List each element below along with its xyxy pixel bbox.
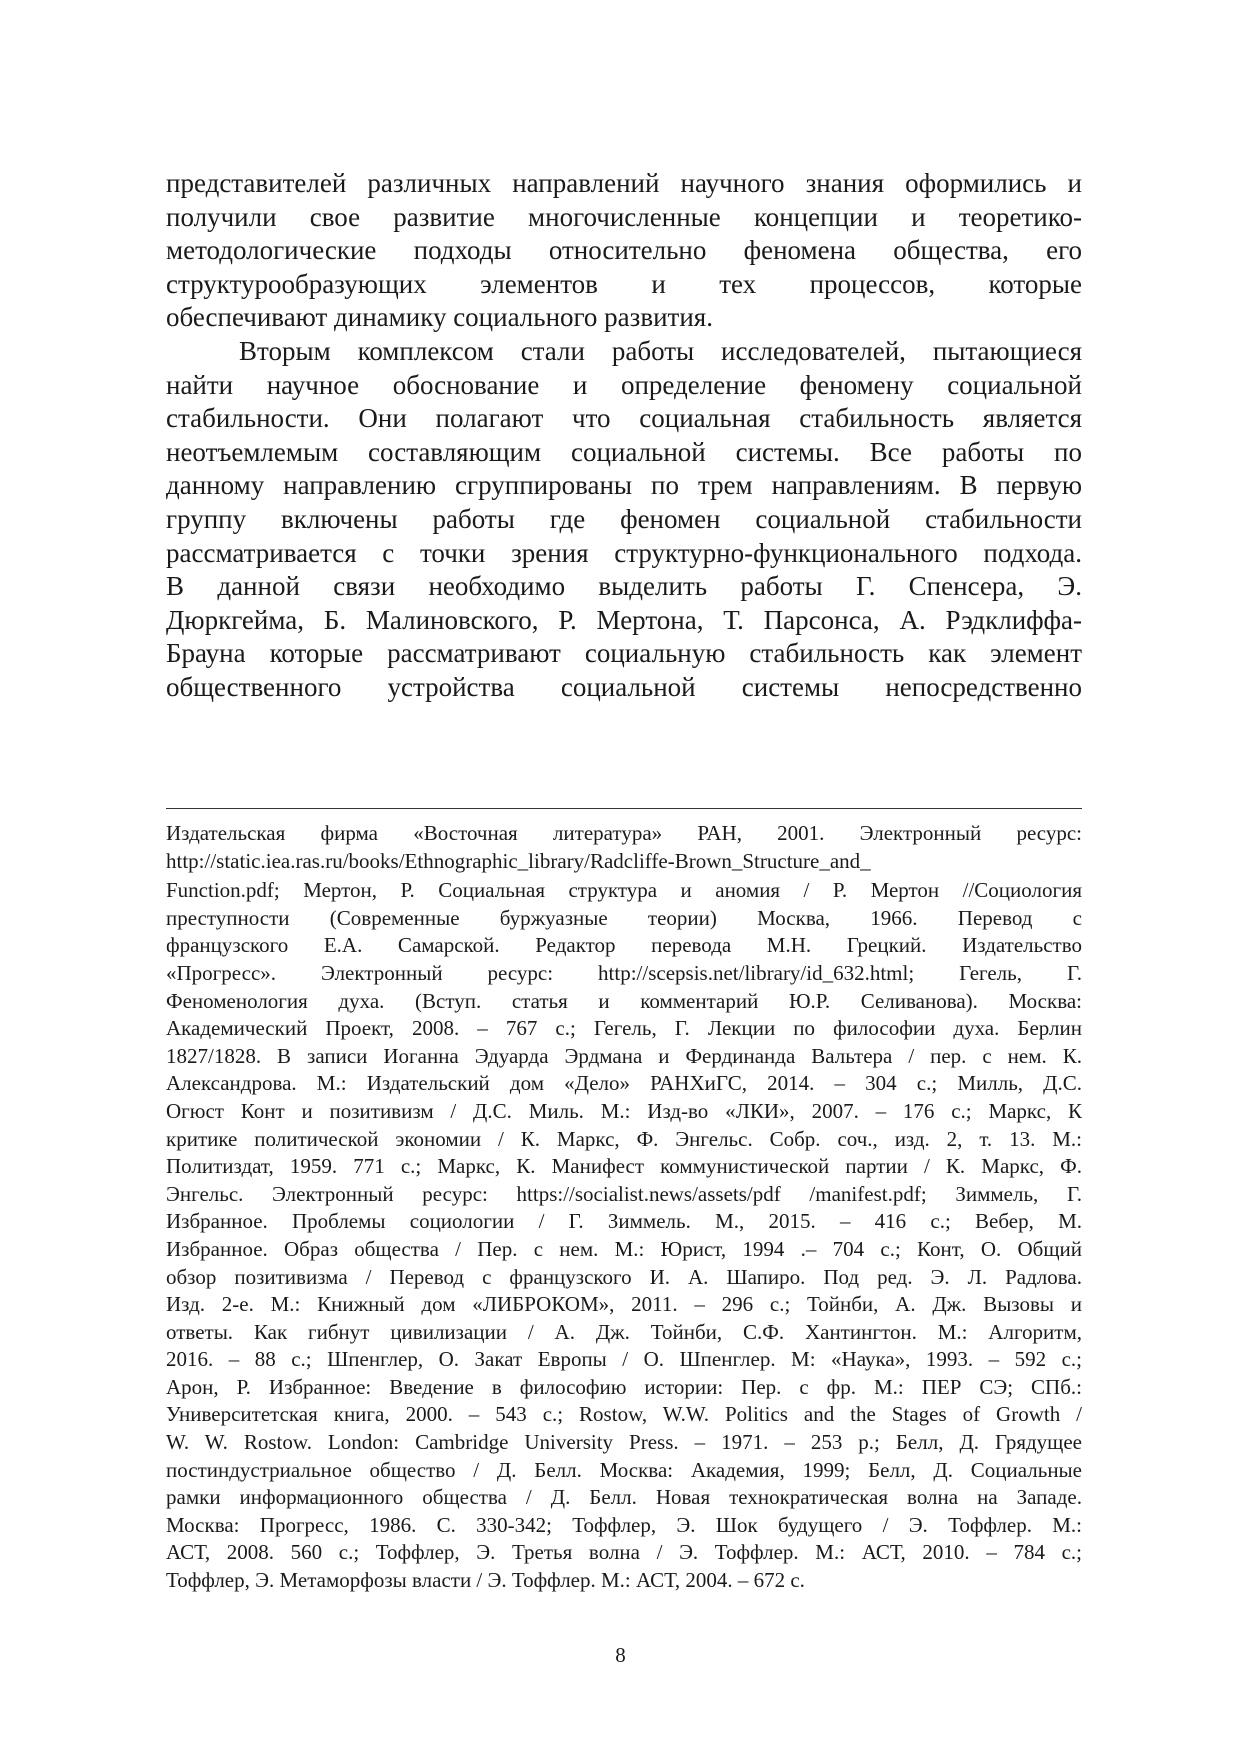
text-line: структурообразующих элементов и тех процессов, которые — [166, 268, 1082, 299]
footnote-line: Москва: Прогресс, 1986. С. 330-342; Тоффлер, Э. Шок будущего / Э. Тоффлер. М.: — [166, 1512, 1082, 1537]
text-line: стабильности. Они полагают что социальная стабильность является — [166, 403, 1082, 434]
footnote-line: Политиздат, 1959. 771 с.; Маркс, К. Манифест коммунистической партии / К. Маркс, Ф. — [166, 1154, 1082, 1179]
text-line: данному направлению сгруппированы по трем направлениям. В первую — [166, 470, 1082, 501]
text-line: Дюркгейма, Б. Малиновского, Р. Мертона, Т. Парсонса, А. Рэдклиффа- — [166, 604, 1082, 635]
footnote-line: http://static.iea.ras.ru/books/Ethnographic_library/Radcliffe-Brown_Structure_and_ — [166, 848, 871, 873]
footnote-line: Изд. 2-е. М.: Книжный дом «ЛИБРОКОМ», 2011. – 296 с.; Тойнби, А. Дж. Вызовы и — [166, 1292, 1082, 1317]
text-line: рассматривается с точки зрения структурно-функционального подхода. — [166, 537, 1082, 568]
footnote-line: Тоффлер, Э. Метаморфозы власти / Э. Тоффлер. М.: АСТ, 2004. – 672 с. — [166, 1568, 805, 1593]
text-line: группу включены работы где феномен социальной стабильности — [166, 503, 1082, 534]
footnote-line: рамки информационного общества / Д. Белл. Новая технократическая волна на Западе. — [166, 1485, 1082, 1510]
footnote-line: ответы. Как гибнут цивилизации / А. Дж. Тойнби, С.Ф. Хантингтон. М.: Алгоритм, — [166, 1319, 1082, 1344]
footnote-line: Энгельс. Электронный ресурс: https://socialist.news/assets/pdf /manifest.pdf; Зиммель, Г. — [166, 1181, 1082, 1206]
text-line: общественного устройства социальной системы непосредственно — [166, 671, 1082, 702]
footnote-line: Арон, Р. Избранное: Введение в философию истории: Пер. с фр. М.: ПЕР СЭ; СПб.: — [166, 1374, 1082, 1399]
paragraph-1 — [166, 167, 1082, 335]
main-text — [166, 167, 1082, 705]
footnote-line: Александрова. М.: Издательский дом «Дело» РАНХиГС, 2014. – 304 с.; Милль, Д.С. — [166, 1071, 1082, 1096]
text-line: получили свое развитие многочисленные концепции и теоретико- — [166, 201, 1082, 232]
text-line: обеспечивают динамику социального развития. — [166, 302, 713, 333]
text-line: представителей различных направлений научного знания оформились и — [166, 168, 1082, 198]
footnote-line: Избранное. Образ общества / Пер. с нем. М.: Юрист, 1994 .– 704 с.; Конт, О. Общий — [166, 1236, 1082, 1261]
footnote-line: критике политической экономии / К. Маркс, Ф. Энгельс. Собр. соч., изд. 2, т. 13. М.: — [166, 1126, 1082, 1151]
text-line: Брауна которые рассматривают социальную стабильность как элемент — [166, 638, 1082, 669]
footnote-line: Огюст Конт и позитивизм / Д.С. Миль. М.: Изд-во «ЛКИ», 2007. – 176 с.; Маркс, К — [166, 1098, 1082, 1123]
footnote-line: обзор позитивизма / Перевод с французского И. А. Шапиро. Под ред. Э. Л. Радлова. — [166, 1264, 1082, 1289]
text-line: неотъемлемым составляющим социальной системы. Все работы по — [166, 436, 1082, 467]
footnote-line: Академический Проект, 2008. – 767 с.; Гегель, Г. Лекции по философии духа. Берлин — [166, 1016, 1082, 1041]
text-line: В данной связи необходимо выделить работы Г. Спенсера, Э. — [166, 571, 1082, 602]
footnote-line: Университетская книга, 2000. – 543 с.; Rostow, W.W. Politics and the Stages of Growth / — [166, 1402, 1082, 1427]
text-line: Вторым комплексом стали работы исследователей, пытающиеся — [239, 335, 1082, 366]
footnote-line: Издательская фирма «Восточная литература» РАН, 2001. Электронный ресурс: — [166, 821, 1082, 845]
footnote-line: Избранное. Проблемы социологии / Г. Зиммель. М., 2015. – 416 с.; Вебер, М. — [166, 1209, 1082, 1234]
footnote-separator — [166, 808, 1082, 809]
footnote-line: преступности (Современные буржуазные теории) Москва, 1966. Перевод с — [166, 905, 1082, 930]
footnote-line: 1827/1828. В записи Иоганна Эдуарда Эрдмана и Фердинанда Вальтера / пер. с нем. К. — [166, 1043, 1082, 1068]
footnote-line: Феноменология духа. (Вступ. статья и комментарий Ю.Р. Селиванова). Москва: — [166, 988, 1082, 1013]
footnote-line: АСТ, 2008. 560 с.; Тоффлер, Э. Третья волна / Э. Тоффлер. М.: АСТ, 2010. – 784 с.; — [166, 1540, 1082, 1565]
footnote-line: «Прогресс». Электронный ресурс: http://scepsis.net/library/id_632.html; Гегель, Г. — [166, 960, 1082, 985]
text-line: найти научное обоснование и определение феномену социальной — [166, 369, 1082, 400]
footnote-line: французского Е.А. Самарской. Редактор перевода М.Н. Грецкий. Издательство — [166, 933, 1082, 958]
footnote-line: постиндустриальное общество / Д. Белл. Москва: Академия, 1999; Белл, Д. Социальные — [166, 1457, 1082, 1482]
page-number: 8 — [615, 1643, 626, 1667]
footnote — [166, 820, 1082, 1595]
paragraph-2 — [166, 335, 1082, 705]
footnote-line: 2016. – 88 с.; Шпенглер, О. Закат Европы / О. Шпенглер. М: «Наука», 1993. – 592 с.; — [166, 1347, 1082, 1372]
footnote-line: Function.pdf; Мертон, Р. Социальная структура и аномия / Р. Мертон //Социология — [166, 878, 1082, 903]
footnote-line: W. W. Rostow. London: Cambridge University Press. – 1971. – 253 p.; Белл, Д. Грядущее — [166, 1430, 1082, 1455]
text-line: методологические подходы относительно феномена общества, его — [166, 235, 1082, 266]
